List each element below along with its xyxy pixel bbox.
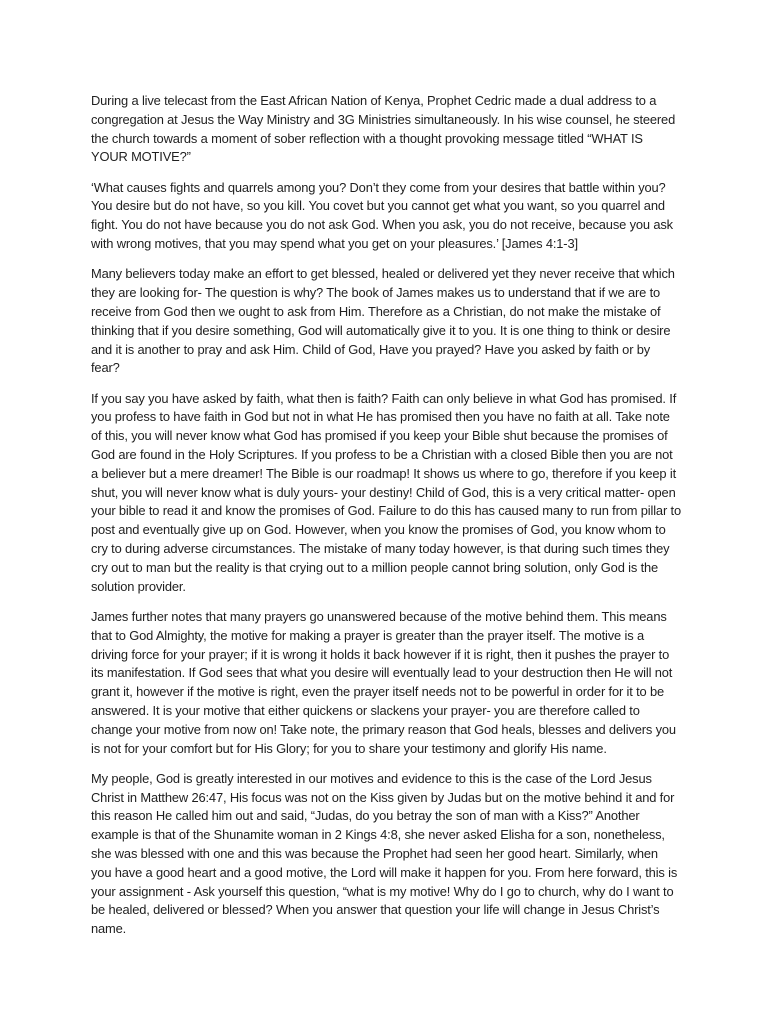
document-body [91,92,681,950]
paragraph-motives: My people, God is greatly interested in our motives and evidence to this is the case of the Lord Jesus Christ in Matthew 26:47, His focus was not on the Kiss given by Judas but on the motive behind it and for this reason He called him out and said, “Judas, do you betray the son of man with a Kiss?” Another example is that of the Shunamite woman in 2 Kings 4:8, she never asked Elisha for a son, nonetheless, she was blessed with one and this was because the Prophet had seen her good heart. Similarly, when you have a good heart and a good motive, the Lord will make it happen for you. From here forward, this is your assignment - Ask yourself this question, “what is my motive! Why do I go to church, why do I want to be healed, delivered or blessed? When you answer that question your life will change in Jesus Christ’s name. [91,770,678,937]
paragraph-scripture-quote: ‘What causes fights and quarrels among you? Don’t they come from your desires that battle within you? You desire but do not have, so you kill. You covet but you cannot get what you want, so you quarrel and fight. You do not have because you do not ask God. When you ask, you do not receive, because you ask with wrong motives, that you may spend what you get on your pleasures.’ [James 4:1-3] [91,179,673,252]
paragraph-intro: During a live telecast from the East African Nation of Kenya, Prophet Cedric made a dual address to a congregation at Jesus the Way Ministry and 3G Ministries simultaneously. In his wise counsel, he steered the church towards a moment of sober reflection with a thought provoking message titled “WHAT IS YOUR MOTIVE?” [91,93,676,165]
paragraph-faith: If you say you have asked by faith, what then is faith? Faith can only believe in what God has promised. If you profess to have faith in God but not in what He has promised then you have no faith at all. Take note of this, you will never know what God has promised if you keep your Bible shut because the promises of God are found in the Holy Scriptures. If you profess to be a Christian with a closed Bible then you are not a believer but a mere dreamer! The Bible is our roadmap! It shows us where to go, therefore if you keep it shut, you will never know what is duly yours- your destiny! Child of God, this is a very critical matter- open your bible to read it and know the promises of God. Failure to do this has caused many to run from pillar to post and eventually give up on God. However, when you know the promises of God, you know whom to cry to during adverse circumstances. The mistake of many today however, is that during such times they cry out to man but the reality is that crying out to a million people cannot bring solution, only God is the solution provider. [91,390,681,594]
paragraph-believers: Many believers today make an effort to get blessed, healed or delivered yet they never receive that which they are looking for- The question is why? The book of James makes us to understand that if we are to receive from God then we ought to ask from Him. Therefore as a Christian, do not make the mistake of thinking that if you desire something, God will automatically give it to you. It is one thing to think or desire and it is another to pray and ask Him. Child of God, Have you prayed? Have you asked by faith or by fear? [91,266,675,376]
paragraph-unanswered-prayers: James further notes that many prayers go unanswered because of the motive behind them. This means that to God Almighty, the motive for making a prayer is greater than the prayer itself. The motive is a driving force for your prayer; if it is wrong it holds it back however if it is right, then it pushes the prayer to its manifestation. If God sees that what you desire will eventually lead to your destruction then He will not grant it, however if the motive is right, even the prayer itself needs not to be powerful in order for it to be answered. It is your motive that either quickens or slackens your prayer- you are therefore called to change your motive from now on! Take note, the primary reason that God heals, blesses and delivers you is not for your comfort but for His Glory; for you to share your testimony and glorify His name. [91,608,676,756]
